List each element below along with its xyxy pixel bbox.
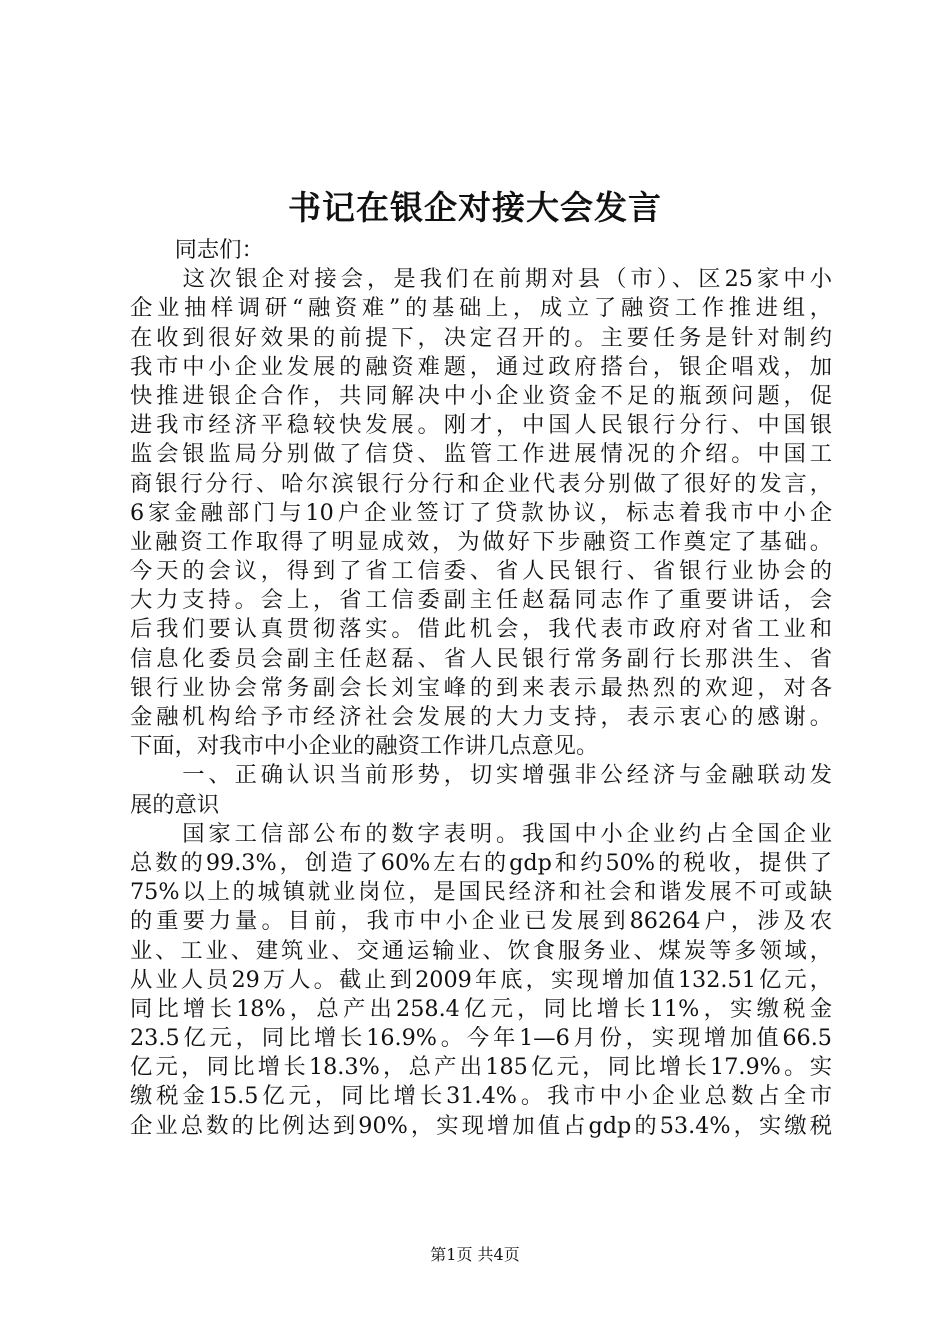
- body-line: 国家工信部公布的数字表明。我国中小企业约占全国企业: [130, 820, 832, 847]
- body-line: 的重要力量。目前，我市中小企业已发展到86264户，涉及农: [130, 908, 832, 935]
- body-line: 进我市经济平稳较快发展。刚才，中国人民银行分行、中国银: [130, 412, 832, 439]
- body-line: 银行业协会常务副会长刘宝峰的到来表示最热烈的欢迎，对各: [130, 674, 832, 701]
- body-line: 75%以上的城镇就业岗位，是国民经济和社会和谐发展不可或缺: [130, 879, 832, 906]
- document-body: [130, 236, 832, 1141]
- document-title: 书记在银企对接大会发言: [288, 188, 662, 227]
- body-line: 下面，对我市中小企业的融资工作讲几点意见。: [130, 733, 599, 760]
- body-line: 信息化委员会副主任赵磊、省人民银行常务副行长那洪生、省: [130, 645, 832, 672]
- body-line: 在收到很好效果的前提下，决定召开的。主要任务是针对制约: [130, 324, 832, 351]
- body-line: 快推进银企合作，共同解决中小企业资金不足的瓶颈问题，促: [130, 382, 832, 409]
- salutation-line: 同志们：: [130, 237, 264, 263]
- body-line: 业融资工作取得了明显成效，为做好下步融资工作奠定了基础。: [130, 528, 832, 555]
- body-line: 23.5亿元，同比增长16.9%。今年1—6月份，实现增加值66.5: [130, 1025, 832, 1052]
- body-line: 大力支持。会上，省工信委副主任赵磊同志作了重要讲话，会: [130, 587, 832, 614]
- body-line: 6家金融部门与10户企业签订了贷款协议，标志着我市中小企: [130, 499, 832, 526]
- body-line: 总数的99.3%，创造了60%左右的gdp和约50%的税收，提供了: [130, 849, 832, 876]
- section-heading-line: 展的意识: [130, 791, 220, 818]
- body-line: 同比增长18%，总产出258.4亿元，同比增长11%，实缴税金: [130, 995, 832, 1022]
- body-line: 业、工业、建筑业、交通运输业、饮食服务业、煤炭等多领域，: [130, 937, 832, 964]
- body-line: 这次银企对接会，是我们在前期对县（市）、区25家中小: [130, 266, 832, 293]
- body-line: 缴税金15.5亿元，同比增长31.4%。我市中小企业总数占全市: [130, 1083, 832, 1110]
- body-line: 企业总数的比例达到90%，实现增加值占gdp的53.4%，实缴税: [130, 1112, 832, 1139]
- body-line: 金融机构给予市经济社会发展的大力支持，表示衷心的感谢。: [130, 704, 832, 730]
- body-line: 监会银监局分别做了信贷、监管工作进展情况的介绍。中国工: [130, 441, 832, 468]
- body-line: 今天的会议，得到了省工信委、省人民银行、省银行业协会的: [130, 558, 832, 585]
- body-line: 亿元，同比增长18.3%，总产出185亿元，同比增长17.9%。实: [130, 1054, 832, 1081]
- section-heading-line: 一、正确认识当前形势，切实增强非公经济与金融联动发: [130, 762, 832, 789]
- body-line: 从业人员29万人。截止到2009年底，实现增加值132.51亿元，: [130, 966, 832, 993]
- body-line: 企业抽样调研“融资难”的基础上，成立了融资工作推进组，: [130, 295, 832, 322]
- body-line: 后我们要认真贯彻落实。借此机会，我代表市政府对省工业和: [130, 616, 832, 643]
- body-line: 我市中小企业发展的融资难题，通过政府搭台，银企唱戏，加: [130, 353, 832, 380]
- page-number-footer: 第1页 共4页: [430, 1245, 520, 1264]
- body-line: 商银行分行、哈尔滨银行分行和企业代表分别做了很好的发言，: [130, 470, 832, 497]
